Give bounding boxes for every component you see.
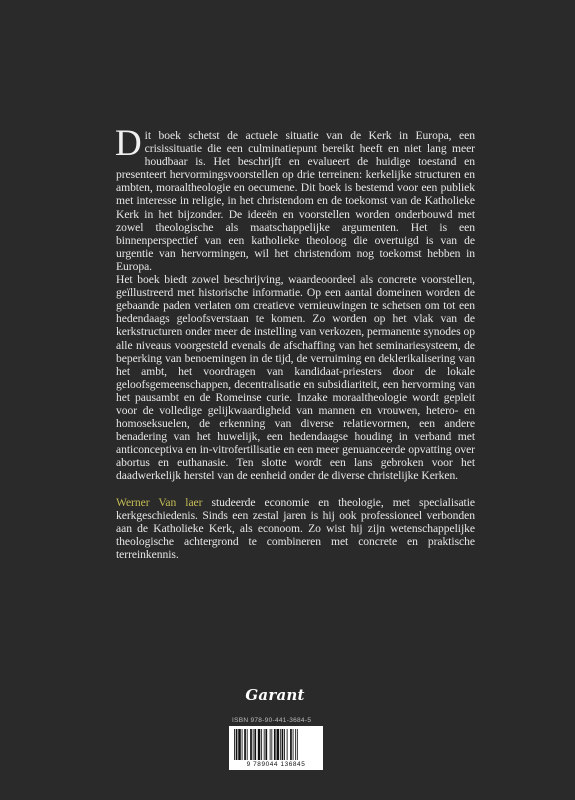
- barcode-bar: [236, 729, 238, 760]
- blurb-paragraph-1-text: it boek schetst de actuele situatie van de Kerk in Europa, een crisissituatie die een culminatiepunt bereikt heeft en niet lang meer houdbaar is. Het beschrijft en evalueert de huidige toestand en presenteert hervormingsvoorstellen op drie terreinen: kerkelijke structuren en ambten, moraaltheologie en oecumene. Dit boek is bestemd voor een publiek met interesse in religie, in het christendom en de toekomst van de Katholieke Kerk in het bijzonder. De ideeën en voorstellen worden onderbouwd met zowel theologische als maatschappelijke argumenten. Het is een binnenperspectief van een katholieke theoloog die overtuigd is van de urgentie van hervormingen, wil het christendom nog toekomst hebben in Europa.: [116, 129, 475, 273]
- barcode-bar: [250, 729, 252, 760]
- barcode-bar: [280, 729, 281, 760]
- barcode-bar: [265, 729, 267, 760]
- publisher-logo: Garant: [245, 686, 305, 704]
- barcode-bar: [234, 729, 235, 760]
- blurb-paragraph-2: Het boek biedt zowel beschrijving, waardeoordeel als concrete voorstellen, geïllustreerd met historische informatie. Op een aantal domeinen worden de gebaande paden verlaten om creatieve vernieuwingen te schetsen om tot een hedendaags geloofsverstaan te komen. Zo worden op het vlak van de kerkstructuren onder meer de instelling van verkozen, permanente synodes op alle niveaus voorgesteld evenals de afschaffing van het seminariesysteem, de beperking van benoemingen in de tijd, de verruiming en deklerikalisering van het ambt, het voordragen van kandidaat-priesters door de lokale geloofsgemeenschappen, decentralisatie en subsidiariteit, een hervorming van het pausambt en de Romeinse curie. Inzake moraaltheologie wordt gepleit voor de volledige gelijkwaardigheid van mannen en vrouwen, hetero- en homoseksuelen, de erkenning van diverse relatievormen, een andere benadering van het huwelijk, een hedendaagse houding in verband met anticonceptiva en in-vitrofertilisatie en een meer genuanceerde opvatting over abortus en euthanasie. Ten slotte wordt een lans gebroken voor het daadwerkelijk herstel van de eenheid onder de diverse christelijke Kerken.: [116, 273, 475, 483]
- author-name: Werner Van laer: [116, 495, 203, 509]
- barcode-bar: [295, 729, 296, 760]
- barcode-bar: [244, 729, 246, 760]
- barcode: [229, 726, 323, 770]
- barcode-bar: [247, 729, 248, 760]
- barcode-bar: [282, 729, 284, 760]
- barcode-digits: 9 789044 136845: [246, 761, 306, 768]
- author-bio-text: studeerde economie en theologie, met specialisatie kerkgeschiedenis. Sinds een zestal jaren is hij ook professioneel verbonden aan de Katholieke Kerk, als econoom. Zo wist hij zijn wetenschappelijke theologische achtergrond te combineren met concrete en praktische terreinkennis.: [116, 495, 475, 561]
- barcode-bar: [258, 729, 261, 760]
- drop-cap: D: [115, 123, 142, 164]
- barcode-bar: [242, 729, 243, 760]
- barcode-bar: [271, 729, 272, 760]
- barcode-bar: [253, 729, 254, 760]
- barcode-bar: [270, 729, 271, 760]
- barcode-bar: [264, 729, 265, 760]
- barcode-bar: [287, 729, 288, 760]
- barcode-bar: [254, 729, 256, 760]
- barcode-bar: [293, 729, 294, 760]
- author-bio: [116, 496, 475, 561]
- barcode-bar: [297, 729, 298, 760]
- barcode-bar: [284, 729, 285, 760]
- barcode-bar: [277, 729, 280, 760]
- blurb-text: [115, 123, 475, 561]
- blurb-paragraph-1: [115, 123, 475, 273]
- barcode-bar: [261, 729, 262, 760]
- barcode-bar: [238, 729, 241, 760]
- isbn-label: ISBN 978-90-441-3684-5: [232, 717, 312, 724]
- barcode-bar: [274, 729, 276, 760]
- barcode-bar: [290, 729, 292, 760]
